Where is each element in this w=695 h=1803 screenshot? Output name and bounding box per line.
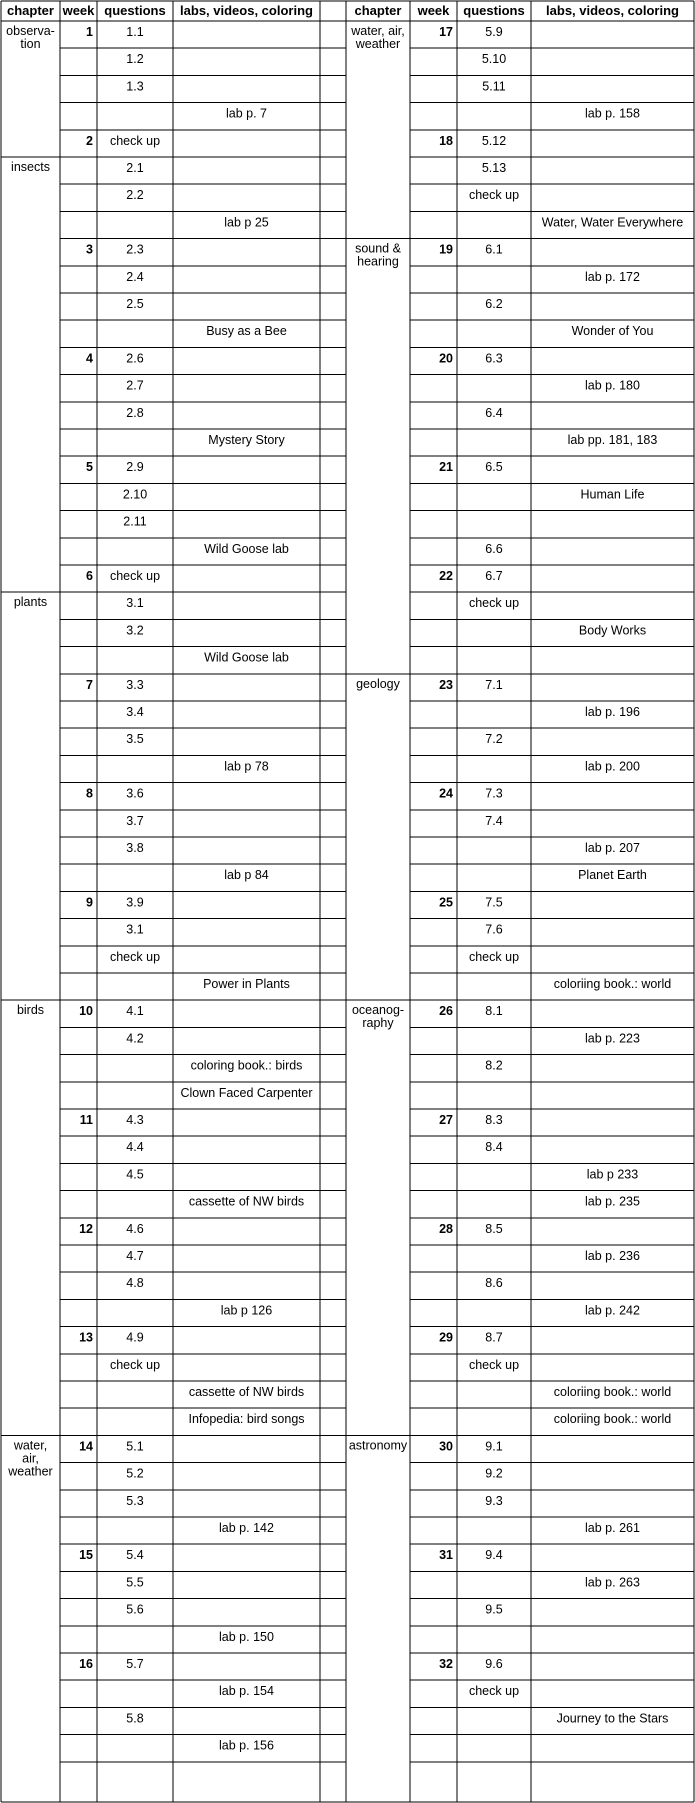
column-header: week <box>417 3 450 18</box>
left_rows-question-cell: 3.1 <box>126 922 144 937</box>
right_rows-question-cell: check up <box>468 949 520 964</box>
left_rows-question-cell: 1.3 <box>126 79 144 94</box>
right_rows-week-number: 30 <box>439 1439 453 1454</box>
right_rows-question-cell: 7.5 <box>485 895 503 910</box>
table-body <box>6 24 683 1753</box>
right_rows-week-number: 25 <box>439 895 453 910</box>
left_rows-question-cell: 2.5 <box>126 297 144 311</box>
right_rows-question-cell: 8.7 <box>485 1330 503 1345</box>
left_rows-question-cell: 5.3 <box>126 1493 144 1508</box>
left_rows-week-number: 2 <box>86 133 93 148</box>
right_rows-question-cell: 7.4 <box>485 813 503 828</box>
right_rows-lab-cell: lab p 233 <box>586 1167 639 1182</box>
right_rows-week-number: 19 <box>439 242 453 257</box>
left_rows-question-cell: check up <box>109 949 161 964</box>
right_rows-chapter-label: astronomy <box>348 1438 408 1453</box>
right_rows-lab-cell: lab p. 200 <box>585 759 640 774</box>
right_rows-question-cell: 6.6 <box>485 541 503 556</box>
left_rows-chapter-label: insects <box>11 160 50 174</box>
header-row <box>7 3 679 18</box>
left_rows-week-number: 10 <box>79 1004 93 1019</box>
right_rows-week-number: 27 <box>439 1113 453 1127</box>
right_rows-week-number: 21 <box>439 460 453 475</box>
left_rows-question-cell: 3.9 <box>126 895 144 910</box>
left_rows-question-cell: check up <box>109 133 161 148</box>
left_rows-question-cell: check up <box>109 569 161 583</box>
left_rows-week-number: 16 <box>79 1657 93 1671</box>
right_rows-question-cell: 6.4 <box>485 405 503 420</box>
left_rows-lab-cell: lab p. 150 <box>219 1629 274 1644</box>
right_rows-week-number: 17 <box>439 25 453 39</box>
right_rows-lab-cell: lab pp. 181, 183 <box>567 433 658 447</box>
right_rows-chapter-label: sound & <box>355 241 401 256</box>
left_rows-question-cell: 1.1 <box>126 25 144 39</box>
right_rows-lab-cell: Body Works <box>578 623 647 638</box>
left_rows-question-cell: 2.9 <box>126 460 144 475</box>
right_rows-lab-cell: lab p. 223 <box>585 1031 640 1046</box>
right_rows-question-cell: 8.6 <box>485 1276 503 1291</box>
left_rows-question-cell: 2.3 <box>126 242 144 257</box>
right_rows-lab-cell: Wonder of You <box>571 324 654 339</box>
right_rows-lab-cell: Planet Earth <box>578 868 647 883</box>
left_rows-question-cell: 5.8 <box>126 1711 144 1726</box>
right_rows-lab-cell: lab p. 196 <box>585 705 640 719</box>
right_rows-week-number: 18 <box>439 133 453 148</box>
left_rows-week-number: 1 <box>86 25 93 39</box>
right_rows-lab-cell: lab p. 180 <box>585 378 640 393</box>
right_rows-lab-cell: lab p. 158 <box>585 106 640 121</box>
right_rows-lab-cell: lab p. 207 <box>585 841 640 855</box>
right_rows-question-cell: 6.5 <box>485 460 503 475</box>
right_rows-lab-cell: coloriing book.: world <box>553 1412 672 1427</box>
right_rows-lab-cell: Journey to the Stars <box>556 1711 669 1726</box>
left_rows-question-cell: 1.2 <box>126 52 144 67</box>
right_rows-question-cell: 9.6 <box>485 1657 503 1671</box>
right_rows-lab-cell: coloriing book.: world <box>553 977 672 991</box>
right_rows-week-number: 24 <box>439 786 453 801</box>
left_rows-question-cell: 5.4 <box>126 1548 144 1563</box>
right_rows-question-cell: 6.3 <box>485 351 503 366</box>
right_rows-week-number: 23 <box>439 677 453 692</box>
column-header: labs, videos, coloring <box>546 3 679 18</box>
left_rows-question-cell: 4.1 <box>126 1004 144 1019</box>
left_rows-question-cell: 5.2 <box>126 1466 144 1481</box>
right_rows-question-cell: 8.1 <box>485 1004 503 1019</box>
left_rows-lab-cell: lab p. 156 <box>219 1738 274 1753</box>
right_rows-lab-cell: Human Life <box>580 487 645 502</box>
right_rows-lab-cell: lab p. 236 <box>585 1249 640 1263</box>
right_rows-lab-cell: lab p. 242 <box>585 1303 640 1318</box>
left_rows-lab-cell: lab p. 7 <box>225 106 268 121</box>
right_rows-chapter-label: geology <box>356 676 400 691</box>
right_rows-lab-cell: lab p. 172 <box>585 269 640 284</box>
right_rows-question-cell: 9.5 <box>485 1602 503 1617</box>
right_rows-lab-cell: Water, Water Everywhere <box>541 215 684 230</box>
right_rows-question-cell: 6.7 <box>485 569 503 583</box>
left_rows-question-cell: 2.6 <box>126 351 144 366</box>
left_rows-question-cell: check up <box>109 1357 161 1372</box>
left_rows-question-cell: 5.5 <box>126 1575 144 1590</box>
right_rows-question-cell: 9.4 <box>485 1548 503 1563</box>
right_rows-week-number: 29 <box>439 1330 453 1345</box>
left_rows-chapter-label: water, <box>13 1438 48 1453</box>
left_rows-question-cell: 3.8 <box>126 841 144 855</box>
left_rows-week-number: 14 <box>79 1439 93 1454</box>
right_rows-question-cell: 5.9 <box>485 25 503 39</box>
right_rows-question-cell: check up <box>468 1357 520 1372</box>
left_rows-question-cell: 3.3 <box>126 677 144 692</box>
right_rows-week-number: 20 <box>439 351 453 366</box>
left_rows-question-cell: 5.6 <box>126 1602 144 1617</box>
left_rows-week-number: 3 <box>86 242 93 257</box>
right_rows-question-cell: 5.10 <box>481 52 507 67</box>
left_rows-lab-cell: lab p. 154 <box>219 1684 274 1699</box>
left_rows-week-number: 4 <box>86 351 93 366</box>
left_rows-chapter-label: observa- <box>6 24 55 38</box>
right_rows-week-number: 22 <box>439 569 453 583</box>
left_rows-question-cell: 4.9 <box>126 1330 144 1345</box>
left_rows-week-number: 15 <box>79 1548 93 1563</box>
right_rows-question-cell: 8.4 <box>485 1140 503 1155</box>
right_rows-week-number: 26 <box>439 1004 453 1019</box>
right_rows-week-number: 31 <box>439 1548 453 1563</box>
left_rows-week-number: 7 <box>86 677 93 692</box>
column-header: chapter <box>7 3 54 18</box>
left_rows-question-cell: 4.7 <box>126 1249 144 1263</box>
right_rows-question-cell: check up <box>468 1684 520 1699</box>
right_rows-question-cell: check up <box>468 188 520 203</box>
right_rows-chapter-label: raphy <box>362 1016 394 1031</box>
right_rows-question-cell: 9.2 <box>485 1466 503 1481</box>
right_rows-question-cell: 9.3 <box>485 1493 503 1508</box>
left_rows-question-cell: 4.6 <box>126 1221 144 1236</box>
left_rows-lab-cell: Mystery Story <box>208 433 285 447</box>
left_rows-chapter-label: air, <box>22 1451 39 1466</box>
left_rows-question-cell: 3.4 <box>126 705 144 719</box>
left_rows-question-cell: 4.2 <box>126 1031 144 1046</box>
left_rows-question-cell: 3.5 <box>126 732 144 747</box>
column-header: week <box>62 3 95 18</box>
left_rows-chapter-label: weather <box>8 1464 53 1479</box>
left_rows-lab-cell: lab p 84 <box>224 868 269 883</box>
left_rows-week-number: 6 <box>86 569 93 583</box>
left_rows-question-cell: 3.6 <box>126 786 144 801</box>
left_rows-chapter-label: tion <box>20 37 41 51</box>
left_rows-lab-cell: Infopedia: bird songs <box>188 1412 305 1427</box>
left_rows-week-number: 5 <box>86 460 93 475</box>
left_rows-lab-cell: lab p. 142 <box>219 1521 274 1535</box>
left_rows-question-cell: 2.10 <box>122 487 148 502</box>
right_rows-chapter-label: water, air, <box>351 24 405 38</box>
right_rows-week-number: 32 <box>439 1657 453 1671</box>
right_rows-lab-cell: lab p. 235 <box>585 1194 640 1209</box>
left_rows-question-cell: 3.7 <box>126 813 144 828</box>
left_rows-question-cell: 4.4 <box>126 1140 144 1155</box>
left_rows-lab-cell: coloring book.: birds <box>190 1058 303 1073</box>
right_rows-lab-cell: lab p. 263 <box>585 1575 640 1590</box>
right_rows-question-cell: 9.1 <box>485 1439 503 1454</box>
right_rows-lab-cell: coloriing book.: world <box>553 1385 672 1399</box>
column-header: chapter <box>354 3 402 18</box>
right_rows-question-cell: 7.3 <box>485 786 503 801</box>
left_rows-lab-cell: Wild Goose lab <box>204 650 289 665</box>
column-header: questions <box>463 3 525 18</box>
right_rows-lab-cell: lab p. 261 <box>585 1521 640 1535</box>
right_rows-question-cell: 8.3 <box>485 1113 503 1127</box>
left_rows-lab-cell: lab p 78 <box>224 759 269 774</box>
left_rows-question-cell: 4.3 <box>126 1113 144 1127</box>
right_rows-question-cell: 6.1 <box>485 242 503 257</box>
left_rows-question-cell: 2.8 <box>126 405 144 420</box>
right_rows-question-cell: 5.12 <box>481 133 507 148</box>
right_rows-question-cell: 7.2 <box>485 732 503 747</box>
right_rows-question-cell: 7.1 <box>485 677 503 692</box>
right_rows-question-cell: 6.2 <box>485 297 503 311</box>
right_rows-question-cell: 5.11 <box>482 79 506 94</box>
right_rows-question-cell: 8.2 <box>485 1058 503 1073</box>
left_rows-question-cell: 2.11 <box>123 514 147 529</box>
left_rows-lab-cell: lab p 126 <box>220 1303 273 1318</box>
left_rows-question-cell: 2.2 <box>126 188 144 203</box>
left_rows-lab-cell: Power in Plants <box>203 977 290 991</box>
left_rows-lab-cell: Clown Faced Carpenter <box>180 1085 313 1100</box>
left_rows-question-cell: 4.5 <box>126 1167 144 1182</box>
left_rows-lab-cell: cassette of NW birds <box>188 1194 305 1209</box>
column-header: labs, videos, coloring <box>180 3 313 18</box>
left_rows-chapter-label: birds <box>16 1003 45 1018</box>
left_rows-question-cell: 2.7 <box>126 378 144 393</box>
left_rows-week-number: 9 <box>86 895 93 910</box>
left_rows-week-number: 8 <box>86 786 93 801</box>
right_rows-question-cell: 7.6 <box>485 922 503 937</box>
left_rows-lab-cell: Busy as a Bee <box>206 324 287 339</box>
left_rows-question-cell: 2.4 <box>126 269 144 284</box>
left_rows-lab-cell: lab p 25 <box>224 215 269 230</box>
left_rows-week-number: 11 <box>79 1113 93 1127</box>
right_rows-week-number: 28 <box>439 1221 453 1236</box>
left_rows-question-cell: 5.1 <box>126 1439 144 1454</box>
right_rows-question-cell: 5.13 <box>481 161 507 175</box>
left_rows-week-number: 13 <box>79 1330 93 1345</box>
left_rows-week-number: 12 <box>79 1221 93 1236</box>
left_rows-question-cell: 3.2 <box>126 623 144 638</box>
left_rows-lab-cell: cassette of NW birds <box>188 1385 305 1399</box>
left_rows-question-cell: 2.1 <box>126 161 144 175</box>
right_rows-chapter-label: hearing <box>357 254 399 269</box>
left_rows-lab-cell: Wild Goose lab <box>204 541 289 556</box>
left_rows-question-cell: 5.7 <box>126 1657 144 1671</box>
column-header: questions <box>104 3 166 18</box>
left_rows-chapter-label: plants <box>13 595 48 610</box>
right_rows-question-cell: check up <box>468 596 520 611</box>
right_rows-chapter-label: oceanog- <box>351 1003 405 1018</box>
left_rows-question-cell: 3.1 <box>126 596 144 611</box>
left_rows-question-cell: 4.8 <box>126 1276 144 1291</box>
right_rows-question-cell: 8.5 <box>485 1221 503 1236</box>
right_rows-chapter-label: weather <box>355 37 401 51</box>
